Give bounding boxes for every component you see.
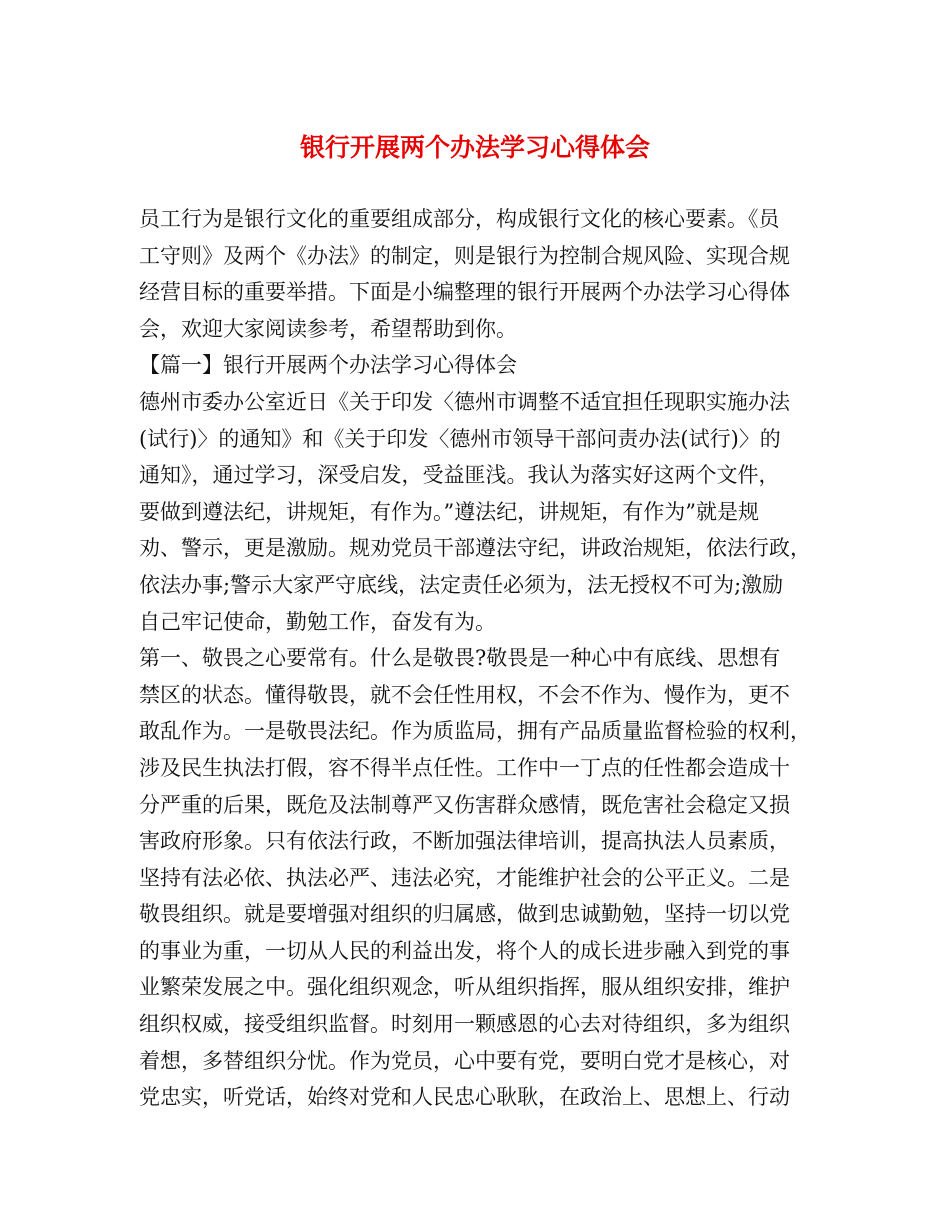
- body-line: 禁区的状态。懂得敬畏，就不会任性用权，不会不作为、慢作为，更不: [139, 682, 790, 707]
- body-line: 敬畏组织。就是要增强对组织的归属感，做到忠诚勤勉，坚持一切以党: [139, 902, 790, 927]
- body-line: 劝、警示，更是激励。规劝党员干部遵法守纪，讲政治规矩，依法行政，: [139, 536, 811, 561]
- body-line: 经营目标的重要举措。下面是小编整理的银行开展两个办法学习心得体: [139, 280, 790, 305]
- body-line: 分严重的后果，既危及法制尊严又伤害群众感情，既危害社会稳定又损: [139, 792, 790, 817]
- body-line: 要做到遵法纪，讲规矩，有作为。”遵法纪，讲规矩，有作为”就是规: [139, 499, 759, 524]
- body-line: 会，欢迎大家阅读参考，希望帮助到你。: [139, 316, 517, 341]
- body-line: 员工行为是银行文化的重要组成部分，构成银行文化的核心要素。《员: [139, 207, 780, 231]
- section-heading: 【篇一】银行开展两个办法学习心得体会: [139, 353, 517, 378]
- body-line: 工守则》及两个《办法》的制定，则是银行为控制合规风险、实现合规: [139, 243, 790, 268]
- body-line: 坚持有法必依、执法必严、违法必究，才能维护社会的公平正义。二是: [139, 865, 790, 890]
- body-line: 组织权威，接受组织监督。时刻用一颗感恩的心去对待组织，多为组织: [139, 1012, 790, 1037]
- body-line: 敢乱作为。一是敬畏法纪。作为质监局，拥有产品质量监督检验的权利，: [139, 719, 811, 744]
- body-line: 第一、敬畏之心要常有。什么是敬畏?敬畏是一种心中有底线、思想有: [139, 646, 781, 671]
- body-line: 害政府形象。只有依法行政，不断加强法律培训，提高执法人员素质，: [139, 829, 790, 854]
- body-line: 涉及民生执法打假，容不得半点任性。工作中一丁点的任性都会造成十: [139, 755, 790, 780]
- body-line: 的事业为重，一切从人民的利益出发，将个人的成长进步融入到党的事: [139, 938, 790, 963]
- body-line: 自己牢记使命，勤勉工作，奋发有为。: [139, 609, 496, 634]
- body-line: 着想，多替组织分忧。作为党员，心中要有党，要明白党才是核心，对: [139, 1048, 790, 1073]
- document-title: 银行开展两个办法学习心得体会: [299, 133, 650, 162]
- body-line: 通知》，通过学习，深受启发，受益匪浅。我认为落实好这两个文件，: [139, 463, 780, 488]
- body-line: (试行)〉的通知》和《关于印发〈德州市领导干部问责办法(试行)〉的: [139, 426, 781, 451]
- document-body: [139, 201, 819, 1116]
- body-line: 德州市委办公室近日《关于印发〈德州市调整不适宜担任现职实施办法: [139, 389, 790, 414]
- body-line: 党忠实，听党话，始终对党和人民忠心耿耿，在政治上、思想上、行动: [139, 1085, 790, 1110]
- body-line: 业繁荣发展之中。强化组织观念，听从组织指挥，服从组织安排，维护: [139, 975, 790, 1000]
- body-line: 依法办事;警示大家严守底线，法定责任必须为，法无授权不可为;激励: [139, 572, 784, 597]
